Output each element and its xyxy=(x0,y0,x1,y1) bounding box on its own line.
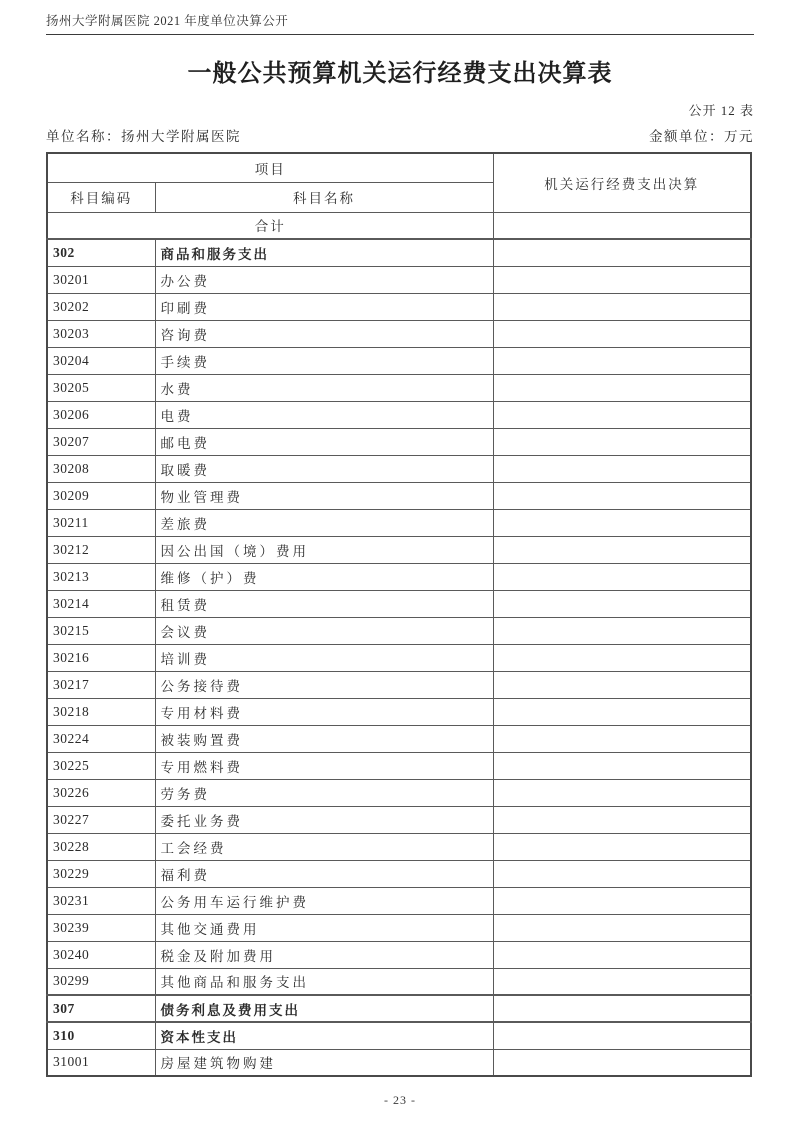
table-row xyxy=(47,266,751,293)
subject-code-cell: 30228 xyxy=(47,833,155,860)
total-label-cell: 合计 xyxy=(47,212,493,239)
subject-name-cell: 咨询费 xyxy=(155,320,493,347)
subject-code-cell: 30229 xyxy=(47,860,155,887)
table-row xyxy=(47,563,751,590)
subject-name-cell: 被装购置费 xyxy=(155,725,493,752)
expenditure-value-cell xyxy=(493,320,751,347)
subject-code-cell: 30218 xyxy=(47,698,155,725)
subject-name-cell: 印刷费 xyxy=(155,293,493,320)
subject-name-cell: 培训费 xyxy=(155,644,493,671)
subject-code-cell: 30213 xyxy=(47,563,155,590)
table-row xyxy=(47,887,751,914)
table-row xyxy=(47,617,751,644)
subject-code-cell: 30240 xyxy=(47,941,155,968)
subject-name-cell: 其他商品和服务支出 xyxy=(155,968,493,995)
table-row xyxy=(47,509,751,536)
expenditure-value-cell xyxy=(493,1049,751,1076)
expenditure-value-cell xyxy=(493,752,751,779)
expenditure-value-cell xyxy=(493,401,751,428)
subject-code-cell: 30216 xyxy=(47,644,155,671)
subject-name-cell: 公务接待费 xyxy=(155,671,493,698)
expenditure-value-cell xyxy=(493,725,751,752)
subject-code-cell: 307 xyxy=(47,995,155,1022)
expenditure-value-cell xyxy=(493,860,751,887)
table-row xyxy=(47,1022,751,1049)
subject-name-cell: 手续费 xyxy=(155,347,493,374)
table-row xyxy=(47,590,751,617)
table-number: 公开 12 表 xyxy=(688,103,754,118)
subject-name-cell: 福利费 xyxy=(155,860,493,887)
table-row xyxy=(47,347,751,374)
header-value-cell: 机关运行经费支出决算 xyxy=(493,153,751,212)
expenditure-value-cell xyxy=(493,536,751,563)
subject-code-cell: 30211 xyxy=(47,509,155,536)
subject-code-cell: 30201 xyxy=(47,266,155,293)
subject-name-cell: 其他交通费用 xyxy=(155,914,493,941)
expenditure-value-cell xyxy=(493,779,751,806)
subject-code-cell: 30209 xyxy=(47,482,155,509)
budget-table xyxy=(46,152,752,1077)
subject-name-cell: 因公出国（境）费用 xyxy=(155,536,493,563)
expenditure-value-cell xyxy=(493,266,751,293)
subject-code-cell: 310 xyxy=(47,1022,155,1049)
expenditure-value-cell xyxy=(493,590,751,617)
table-row xyxy=(47,374,751,401)
expenditure-value-cell xyxy=(493,617,751,644)
page-number: - 23 - xyxy=(384,1093,416,1107)
expenditure-value-cell xyxy=(493,914,751,941)
subject-code-cell: 30203 xyxy=(47,320,155,347)
subject-name-cell: 水费 xyxy=(155,374,493,401)
table-row xyxy=(47,644,751,671)
expenditure-value-cell xyxy=(493,563,751,590)
subject-name-cell: 房屋建筑物购建 xyxy=(155,1049,493,1076)
subject-code-cell: 30239 xyxy=(47,914,155,941)
total-value-cell xyxy=(493,212,751,239)
page-title: 一般公共预算机关运行经费支出决算表 xyxy=(187,61,613,87)
expenditure-value-cell xyxy=(493,833,751,860)
table-header-row-1 xyxy=(47,153,751,182)
table-row xyxy=(47,914,751,941)
table-row xyxy=(47,428,751,455)
table-row xyxy=(47,320,751,347)
subject-name-cell: 商品和服务支出 xyxy=(155,239,493,266)
subject-code-cell: 30204 xyxy=(47,347,155,374)
subject-name-cell: 专用材料费 xyxy=(155,698,493,725)
subject-code-cell: 30214 xyxy=(47,590,155,617)
subject-name-cell: 物业管理费 xyxy=(155,482,493,509)
subject-code-cell: 30299 xyxy=(47,968,155,995)
expenditure-value-cell xyxy=(493,698,751,725)
header-project-cell: 项目 xyxy=(47,153,493,182)
subject-name-cell: 公务用车运行维护费 xyxy=(155,887,493,914)
table-row xyxy=(47,968,751,995)
subject-code-cell: 30207 xyxy=(47,428,155,455)
subject-code-cell: 30208 xyxy=(47,455,155,482)
table-row xyxy=(47,401,751,428)
unit-name: 单位名称：扬州大学附属医院 xyxy=(46,129,241,144)
expenditure-value-cell xyxy=(493,239,751,266)
subject-code-cell: 30202 xyxy=(47,293,155,320)
amount-unit: 金额单位：万元 xyxy=(649,129,754,144)
table-row xyxy=(47,806,751,833)
subject-name-cell: 工会经费 xyxy=(155,833,493,860)
expenditure-value-cell xyxy=(493,941,751,968)
table-row xyxy=(47,239,751,266)
expenditure-value-cell xyxy=(493,995,751,1022)
table-row xyxy=(47,860,751,887)
table-row xyxy=(47,752,751,779)
subject-code-cell: 30205 xyxy=(47,374,155,401)
expenditure-value-cell xyxy=(493,968,751,995)
subject-code-cell: 30225 xyxy=(47,752,155,779)
table-row xyxy=(47,725,751,752)
subject-code-cell: 30231 xyxy=(47,887,155,914)
table-row xyxy=(47,833,751,860)
subject-name-cell: 差旅费 xyxy=(155,509,493,536)
subject-code-cell: 302 xyxy=(47,239,155,266)
subject-code-cell: 31001 xyxy=(47,1049,155,1076)
subject-name-cell: 办公费 xyxy=(155,266,493,293)
expenditure-value-cell xyxy=(493,671,751,698)
subject-code-cell: 30226 xyxy=(47,779,155,806)
table-row xyxy=(47,995,751,1022)
expenditure-value-cell xyxy=(493,455,751,482)
subject-code-cell: 30217 xyxy=(47,671,155,698)
subject-name-cell: 债务利息及费用支出 xyxy=(155,995,493,1022)
expenditure-value-cell xyxy=(493,509,751,536)
subject-name-cell: 租赁费 xyxy=(155,590,493,617)
doc-header: 扬州大学附属医院 2021 年度单位决算公开 xyxy=(46,11,754,35)
header-name-cell: 科目名称 xyxy=(155,182,493,212)
subject-code-cell: 30215 xyxy=(47,617,155,644)
subject-name-cell: 资本性支出 xyxy=(155,1022,493,1049)
subject-name-cell: 劳务费 xyxy=(155,779,493,806)
expenditure-value-cell xyxy=(493,293,751,320)
subject-code-cell: 30224 xyxy=(47,725,155,752)
table-row xyxy=(47,698,751,725)
expenditure-value-cell xyxy=(493,1022,751,1049)
table-row xyxy=(47,536,751,563)
expenditure-value-cell xyxy=(493,374,751,401)
table-row xyxy=(47,671,751,698)
subject-name-cell: 会议费 xyxy=(155,617,493,644)
expenditure-value-cell xyxy=(493,644,751,671)
subject-code-cell: 30227 xyxy=(47,806,155,833)
subject-name-cell: 邮电费 xyxy=(155,428,493,455)
subject-code-cell: 30212 xyxy=(47,536,155,563)
table-row xyxy=(47,941,751,968)
expenditure-value-cell xyxy=(493,347,751,374)
subject-name-cell: 电费 xyxy=(155,401,493,428)
subject-name-cell: 委托业务费 xyxy=(155,806,493,833)
table-row xyxy=(47,293,751,320)
total-row xyxy=(47,212,751,239)
table-row xyxy=(47,482,751,509)
table-row xyxy=(47,455,751,482)
subject-code-cell: 30206 xyxy=(47,401,155,428)
meta-row xyxy=(46,125,754,145)
table-row xyxy=(47,1049,751,1076)
subject-name-cell: 税金及附加费用 xyxy=(155,941,493,968)
table-row xyxy=(47,779,751,806)
expenditure-value-cell xyxy=(493,887,751,914)
subject-name-cell: 取暖费 xyxy=(155,455,493,482)
expenditure-value-cell xyxy=(493,482,751,509)
subject-name-cell: 专用燃料费 xyxy=(155,752,493,779)
expenditure-value-cell xyxy=(493,428,751,455)
subject-name-cell: 维修（护）费 xyxy=(155,563,493,590)
expenditure-value-cell xyxy=(493,806,751,833)
header-code-cell: 科目编码 xyxy=(47,182,155,212)
